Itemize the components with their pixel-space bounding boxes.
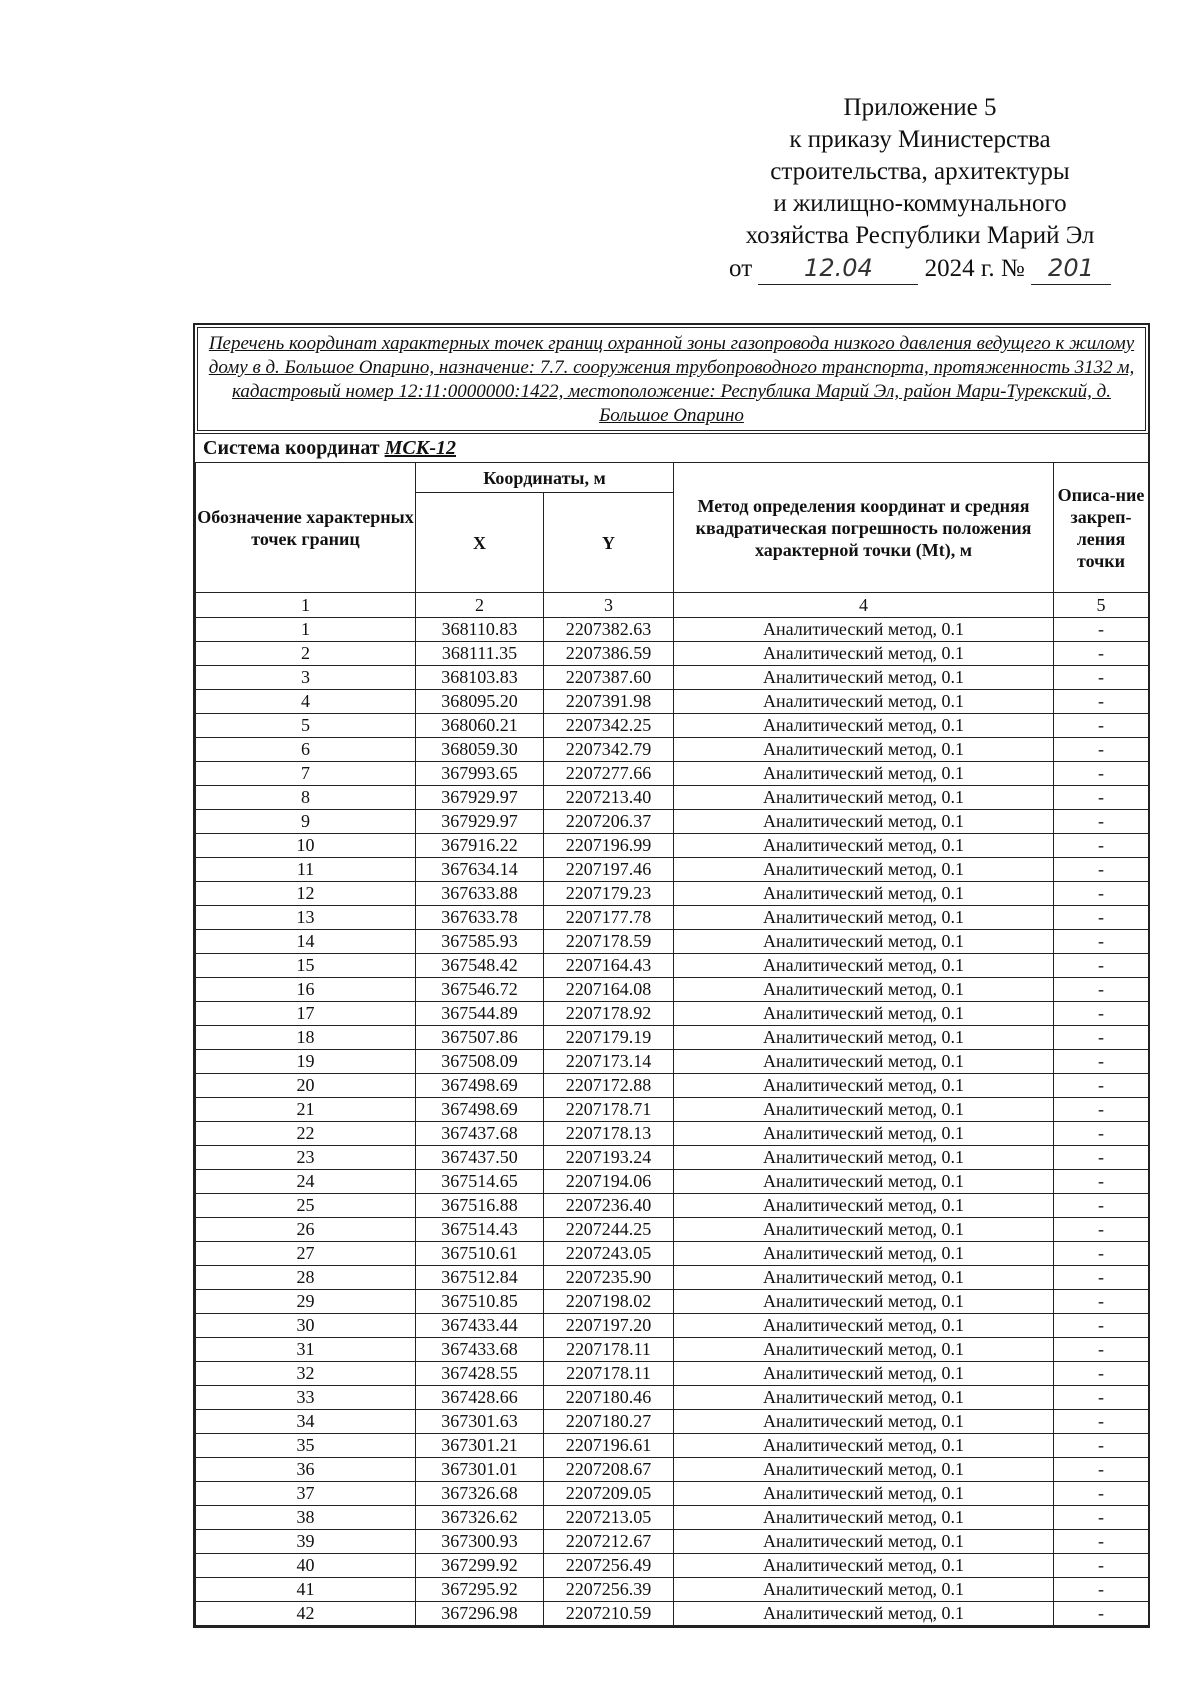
description-cell: - — [1054, 1482, 1149, 1506]
method-cell: Аналитический метод, 0.1 — [674, 1266, 1054, 1290]
table-row — [196, 1074, 1149, 1098]
point-number-cell: 29 — [196, 1290, 416, 1314]
coord-system-label: Система координат — [203, 437, 380, 459]
header-desc: Описа-ние закреп-ления точки — [1054, 463, 1149, 593]
method-cell: Аналитический метод, 0.1 — [674, 1170, 1054, 1194]
method-cell: Аналитический метод, 0.1 — [674, 858, 1054, 882]
table-row — [196, 1506, 1149, 1530]
description-cell: - — [1054, 1146, 1149, 1170]
table-row — [196, 1530, 1149, 1554]
table-row — [196, 1098, 1149, 1122]
point-number-cell: 24 — [196, 1170, 416, 1194]
method-cell: Аналитический метод, 0.1 — [674, 930, 1054, 954]
header-coords: Координаты, м — [416, 463, 674, 493]
method-cell: Аналитический метод, 0.1 — [674, 882, 1054, 906]
y-coord-cell: 2207177.78 — [544, 906, 674, 930]
point-number-cell: 14 — [196, 930, 416, 954]
x-coord-cell: 367585.93 — [416, 930, 544, 954]
appendix-line: к приказу Министерства — [789, 126, 1051, 153]
table-row — [196, 834, 1149, 858]
appendix-line: и жилищно-коммунального — [773, 190, 1067, 217]
y-coord-cell: 2207212.67 — [544, 1530, 674, 1554]
point-number-cell: 19 — [196, 1050, 416, 1074]
table-row — [196, 738, 1149, 762]
order-line — [680, 252, 1160, 285]
point-number-cell: 33 — [196, 1386, 416, 1410]
y-coord-cell: 2207387.60 — [544, 666, 674, 690]
table-row — [196, 1146, 1149, 1170]
point-number-cell: 2 — [196, 642, 416, 666]
y-coord-cell: 2207196.99 — [544, 834, 674, 858]
column-number: 3 — [544, 593, 674, 618]
method-cell: Аналитический метод, 0.1 — [674, 1458, 1054, 1482]
table-row — [196, 1602, 1149, 1626]
table-row — [196, 762, 1149, 786]
method-cell: Аналитический метод, 0.1 — [674, 786, 1054, 810]
x-coord-cell: 367300.93 — [416, 1530, 544, 1554]
header-point: Обозначение характерных точек границ — [196, 463, 416, 593]
table-row — [196, 954, 1149, 978]
header-method: Метод определения координат и средняя квадратическая погрешность положения характерной точки (Mt), м — [674, 463, 1054, 593]
method-cell: Аналитический метод, 0.1 — [674, 714, 1054, 738]
description-cell: - — [1054, 1026, 1149, 1050]
x-coord-cell: 367510.61 — [416, 1242, 544, 1266]
description-cell: - — [1054, 1098, 1149, 1122]
x-coord-cell: 368110.83 — [416, 618, 544, 642]
x-coord-cell: 367437.50 — [416, 1146, 544, 1170]
x-coord-cell: 367299.92 — [416, 1554, 544, 1578]
table-row — [196, 858, 1149, 882]
table-row — [196, 882, 1149, 906]
appendix-line: хозяйства Республики Марий Эл — [745, 222, 1095, 249]
table-row — [196, 1242, 1149, 1266]
table-row — [196, 1482, 1149, 1506]
point-number-cell: 42 — [196, 1602, 416, 1626]
x-coord-cell: 367516.88 — [416, 1194, 544, 1218]
point-number-cell: 25 — [196, 1194, 416, 1218]
method-cell: Аналитический метод, 0.1 — [674, 1338, 1054, 1362]
y-coord-cell: 2207178.59 — [544, 930, 674, 954]
y-coord-cell: 2207213.05 — [544, 1506, 674, 1530]
y-coord-cell: 2207178.71 — [544, 1098, 674, 1122]
method-cell: Аналитический метод, 0.1 — [674, 1386, 1054, 1410]
point-number-cell: 15 — [196, 954, 416, 978]
order-prefix: от — [729, 255, 753, 282]
y-coord-cell: 2207342.79 — [544, 738, 674, 762]
table-row — [196, 906, 1149, 930]
point-number-cell: 37 — [196, 1482, 416, 1506]
point-number-cell: 27 — [196, 1242, 416, 1266]
description-cell: - — [1054, 930, 1149, 954]
description-cell: - — [1054, 1050, 1149, 1074]
x-coord-cell: 368095.20 — [416, 690, 544, 714]
order-number-handwritten: 201 — [1031, 252, 1111, 285]
x-coord-cell: 367546.72 — [416, 978, 544, 1002]
y-coord-cell: 2207382.63 — [544, 618, 674, 642]
description-cell: - — [1054, 714, 1149, 738]
x-coord-cell: 367633.78 — [416, 906, 544, 930]
y-coord-cell: 2207197.20 — [544, 1314, 674, 1338]
column-number: 4 — [674, 593, 1054, 618]
description-cell: - — [1054, 1266, 1149, 1290]
description-cell: - — [1054, 1434, 1149, 1458]
method-cell: Аналитический метод, 0.1 — [674, 1506, 1054, 1530]
table-row — [196, 1266, 1149, 1290]
table-row — [196, 1170, 1149, 1194]
description-cell: - — [1054, 906, 1149, 930]
point-number-cell: 34 — [196, 1410, 416, 1434]
table-caption: Перечень координат характерных точек границ охранной зоны газопровода низкого давления ведущего к жилому дому в д. Большое Опарино, назначение: 7.7. сооружения трубопроводного транспорта, протяженность 3132 м, кадастровый номер 12:11:0000000:1422, местоположение: Республика Марий Эл, район Мари-Турекский, д. Большое Опарино — [197, 327, 1146, 431]
y-coord-cell: 2207164.08 — [544, 978, 674, 1002]
description-cell: - — [1054, 1218, 1149, 1242]
x-coord-cell: 367428.66 — [416, 1386, 544, 1410]
description-cell: - — [1054, 666, 1149, 690]
description-cell: - — [1054, 1362, 1149, 1386]
table-row — [196, 1218, 1149, 1242]
x-coord-cell: 367301.21 — [416, 1434, 544, 1458]
y-coord-cell: 2207256.39 — [544, 1578, 674, 1602]
y-coord-cell: 2207256.49 — [544, 1554, 674, 1578]
header-y: Y — [544, 493, 674, 593]
x-coord-cell: 367508.09 — [416, 1050, 544, 1074]
point-number-cell: 17 — [196, 1002, 416, 1026]
point-number-cell: 7 — [196, 762, 416, 786]
table-row — [196, 1338, 1149, 1362]
y-coord-cell: 2207391.98 — [544, 690, 674, 714]
y-coord-cell: 2207213.40 — [544, 786, 674, 810]
x-coord-cell: 367296.98 — [416, 1602, 544, 1626]
table-row — [196, 1434, 1149, 1458]
point-number-cell: 6 — [196, 738, 416, 762]
description-cell: - — [1054, 1290, 1149, 1314]
point-number-cell: 32 — [196, 1362, 416, 1386]
table-row — [196, 1026, 1149, 1050]
description-cell: - — [1054, 1530, 1149, 1554]
description-cell: - — [1054, 1578, 1149, 1602]
method-cell: Аналитический метод, 0.1 — [674, 1578, 1054, 1602]
method-cell: Аналитический метод, 0.1 — [674, 1122, 1054, 1146]
x-coord-cell: 367507.86 — [416, 1026, 544, 1050]
method-cell: Аналитический метод, 0.1 — [674, 1146, 1054, 1170]
description-cell: - — [1054, 1194, 1149, 1218]
description-cell: - — [1054, 690, 1149, 714]
point-number-cell: 41 — [196, 1578, 416, 1602]
x-coord-cell: 368060.21 — [416, 714, 544, 738]
method-cell: Аналитический метод, 0.1 — [674, 1602, 1054, 1626]
table-row — [196, 978, 1149, 1002]
y-coord-cell: 2207235.90 — [544, 1266, 674, 1290]
description-cell: - — [1054, 1506, 1149, 1530]
method-cell: Аналитический метод, 0.1 — [674, 666, 1054, 690]
description-cell: - — [1054, 1170, 1149, 1194]
table-row — [196, 930, 1149, 954]
y-coord-cell: 2207206.37 — [544, 810, 674, 834]
point-number-cell: 40 — [196, 1554, 416, 1578]
x-coord-cell: 367512.84 — [416, 1266, 544, 1290]
method-cell: Аналитический метод, 0.1 — [674, 1074, 1054, 1098]
table-row — [196, 810, 1149, 834]
y-coord-cell: 2207236.40 — [544, 1194, 674, 1218]
point-number-cell: 31 — [196, 1338, 416, 1362]
y-coord-cell: 2207208.67 — [544, 1458, 674, 1482]
table-row — [196, 1314, 1149, 1338]
point-number-cell: 22 — [196, 1122, 416, 1146]
point-number-cell: 8 — [196, 786, 416, 810]
method-cell: Аналитический метод, 0.1 — [674, 1434, 1054, 1458]
x-coord-cell: 367433.68 — [416, 1338, 544, 1362]
y-coord-cell: 2207180.27 — [544, 1410, 674, 1434]
point-number-cell: 5 — [196, 714, 416, 738]
description-cell: - — [1054, 978, 1149, 1002]
coordinates-document — [193, 323, 1150, 1628]
method-cell: Аналитический метод, 0.1 — [674, 810, 1054, 834]
description-cell: - — [1054, 1410, 1149, 1434]
x-coord-cell: 367544.89 — [416, 1002, 544, 1026]
appendix-line: Приложение 5 — [843, 94, 997, 121]
y-coord-cell: 2207277.66 — [544, 762, 674, 786]
y-coord-cell: 2207197.46 — [544, 858, 674, 882]
coord-system-name: МСК-12 — [384, 437, 456, 459]
x-coord-cell: 367326.68 — [416, 1482, 544, 1506]
y-coord-cell: 2207173.14 — [544, 1050, 674, 1074]
method-cell: Аналитический метод, 0.1 — [674, 906, 1054, 930]
description-cell: - — [1054, 786, 1149, 810]
y-coord-cell: 2207179.23 — [544, 882, 674, 906]
point-number-cell: 9 — [196, 810, 416, 834]
y-coord-cell: 2207178.92 — [544, 1002, 674, 1026]
table-row — [196, 1290, 1149, 1314]
appendix-header — [680, 92, 1160, 285]
x-coord-cell: 367437.68 — [416, 1122, 544, 1146]
table-row — [196, 642, 1149, 666]
description-cell: - — [1054, 834, 1149, 858]
point-number-cell: 1 — [196, 618, 416, 642]
point-number-cell: 21 — [196, 1098, 416, 1122]
point-number-cell: 38 — [196, 1506, 416, 1530]
x-coord-cell: 367929.97 — [416, 786, 544, 810]
table-body — [196, 618, 1149, 1626]
column-number: 2 — [416, 593, 544, 618]
method-cell: Аналитический метод, 0.1 — [674, 1482, 1054, 1506]
table-row — [196, 1554, 1149, 1578]
x-coord-cell: 367433.44 — [416, 1314, 544, 1338]
description-cell: - — [1054, 1242, 1149, 1266]
x-coord-cell: 367514.65 — [416, 1170, 544, 1194]
point-number-cell: 10 — [196, 834, 416, 858]
y-coord-cell: 2207342.25 — [544, 714, 674, 738]
point-number-cell: 36 — [196, 1458, 416, 1482]
x-coord-cell: 367634.14 — [416, 858, 544, 882]
table-row — [196, 1410, 1149, 1434]
method-cell: Аналитический метод, 0.1 — [674, 1026, 1054, 1050]
header-x: X — [416, 493, 544, 593]
x-coord-cell: 367498.69 — [416, 1074, 544, 1098]
point-number-cell: 18 — [196, 1026, 416, 1050]
table-row — [196, 1386, 1149, 1410]
point-number-cell: 20 — [196, 1074, 416, 1098]
y-coord-cell: 2207179.19 — [544, 1026, 674, 1050]
table-row — [196, 1194, 1149, 1218]
description-cell: - — [1054, 1338, 1149, 1362]
method-cell: Аналитический метод, 0.1 — [674, 1290, 1054, 1314]
x-coord-cell: 367514.43 — [416, 1218, 544, 1242]
method-cell: Аналитический метод, 0.1 — [674, 1314, 1054, 1338]
method-cell: Аналитический метод, 0.1 — [674, 1410, 1054, 1434]
y-coord-cell: 2207243.05 — [544, 1242, 674, 1266]
y-coord-cell: 2207244.25 — [544, 1218, 674, 1242]
x-coord-cell: 367301.01 — [416, 1458, 544, 1482]
table-row — [196, 690, 1149, 714]
description-cell: - — [1054, 954, 1149, 978]
point-number-cell: 16 — [196, 978, 416, 1002]
y-coord-cell: 2207193.24 — [544, 1146, 674, 1170]
description-cell: - — [1054, 1602, 1149, 1626]
column-number: 5 — [1054, 593, 1149, 618]
y-coord-cell: 2207210.59 — [544, 1602, 674, 1626]
method-cell: Аналитический метод, 0.1 — [674, 1194, 1054, 1218]
method-cell: Аналитический метод, 0.1 — [674, 1554, 1054, 1578]
method-cell: Аналитический метод, 0.1 — [674, 738, 1054, 762]
table-row — [196, 1050, 1149, 1074]
table-row — [196, 1458, 1149, 1482]
x-coord-cell: 367510.85 — [416, 1290, 544, 1314]
column-number: 1 — [196, 593, 416, 618]
x-coord-cell: 367993.65 — [416, 762, 544, 786]
x-coord-cell: 367295.92 — [416, 1578, 544, 1602]
description-cell: - — [1054, 1314, 1149, 1338]
order-date-handwritten: 12.04 — [758, 252, 918, 285]
coord-system-row — [195, 433, 1148, 462]
method-cell: Аналитический метод, 0.1 — [674, 1530, 1054, 1554]
point-number-cell: 13 — [196, 906, 416, 930]
description-cell: - — [1054, 618, 1149, 642]
y-coord-cell: 2207178.13 — [544, 1122, 674, 1146]
description-cell: - — [1054, 810, 1149, 834]
y-coord-cell: 2207209.05 — [544, 1482, 674, 1506]
method-cell: Аналитический метод, 0.1 — [674, 762, 1054, 786]
x-coord-cell: 368103.83 — [416, 666, 544, 690]
method-cell: Аналитический метод, 0.1 — [674, 1242, 1054, 1266]
y-coord-cell: 2207194.06 — [544, 1170, 674, 1194]
point-number-cell: 26 — [196, 1218, 416, 1242]
description-cell: - — [1054, 762, 1149, 786]
method-cell: Аналитический метод, 0.1 — [674, 642, 1054, 666]
x-coord-cell: 367428.55 — [416, 1362, 544, 1386]
method-cell: Аналитический метод, 0.1 — [674, 978, 1054, 1002]
method-cell: Аналитический метод, 0.1 — [674, 1218, 1054, 1242]
table-row — [196, 786, 1149, 810]
y-coord-cell: 2207196.61 — [544, 1434, 674, 1458]
y-coord-cell: 2207180.46 — [544, 1386, 674, 1410]
table-row — [196, 1122, 1149, 1146]
point-number-cell: 11 — [196, 858, 416, 882]
point-number-cell: 3 — [196, 666, 416, 690]
point-number-cell: 35 — [196, 1434, 416, 1458]
x-coord-cell: 367301.63 — [416, 1410, 544, 1434]
method-cell: Аналитический метод, 0.1 — [674, 1098, 1054, 1122]
point-number-cell: 30 — [196, 1314, 416, 1338]
method-cell: Аналитический метод, 0.1 — [674, 690, 1054, 714]
description-cell: - — [1054, 1122, 1149, 1146]
method-cell: Аналитический метод, 0.1 — [674, 1362, 1054, 1386]
y-coord-cell: 2207172.88 — [544, 1074, 674, 1098]
table-row — [196, 1578, 1149, 1602]
x-coord-cell: 367916.22 — [416, 834, 544, 858]
method-cell: Аналитический метод, 0.1 — [674, 618, 1054, 642]
description-cell: - — [1054, 1554, 1149, 1578]
description-cell: - — [1054, 882, 1149, 906]
table-row — [196, 618, 1149, 642]
method-cell: Аналитический метод, 0.1 — [674, 834, 1054, 858]
description-cell: - — [1054, 1458, 1149, 1482]
description-cell: - — [1054, 1386, 1149, 1410]
x-coord-cell: 367929.97 — [416, 810, 544, 834]
x-coord-cell: 368059.30 — [416, 738, 544, 762]
description-cell: - — [1054, 738, 1149, 762]
description-cell: - — [1054, 642, 1149, 666]
appendix-line: строительства, архитектуры — [770, 158, 1070, 185]
coordinates-table — [195, 462, 1149, 1626]
point-number-cell: 12 — [196, 882, 416, 906]
point-number-cell: 28 — [196, 1266, 416, 1290]
method-cell: Аналитический метод, 0.1 — [674, 1050, 1054, 1074]
y-coord-cell: 2207386.59 — [544, 642, 674, 666]
method-cell: Аналитический метод, 0.1 — [674, 954, 1054, 978]
point-number-cell: 23 — [196, 1146, 416, 1170]
table-row — [196, 1002, 1149, 1026]
description-cell: - — [1054, 858, 1149, 882]
column-number-row — [196, 593, 1149, 618]
point-number-cell: 39 — [196, 1530, 416, 1554]
point-number-cell: 4 — [196, 690, 416, 714]
y-coord-cell: 2207164.43 — [544, 954, 674, 978]
x-coord-cell: 367326.62 — [416, 1506, 544, 1530]
description-cell: - — [1054, 1002, 1149, 1026]
x-coord-cell: 367548.42 — [416, 954, 544, 978]
table-row — [196, 714, 1149, 738]
x-coord-cell: 367633.88 — [416, 882, 544, 906]
y-coord-cell: 2207178.11 — [544, 1362, 674, 1386]
table-row — [196, 1362, 1149, 1386]
method-cell: Аналитический метод, 0.1 — [674, 1002, 1054, 1026]
order-year: 2024 г. № — [924, 255, 1025, 282]
table-row — [196, 666, 1149, 690]
x-coord-cell: 368111.35 — [416, 642, 544, 666]
x-coord-cell: 367498.69 — [416, 1098, 544, 1122]
description-cell: - — [1054, 1074, 1149, 1098]
y-coord-cell: 2207178.11 — [544, 1338, 674, 1362]
y-coord-cell: 2207198.02 — [544, 1290, 674, 1314]
